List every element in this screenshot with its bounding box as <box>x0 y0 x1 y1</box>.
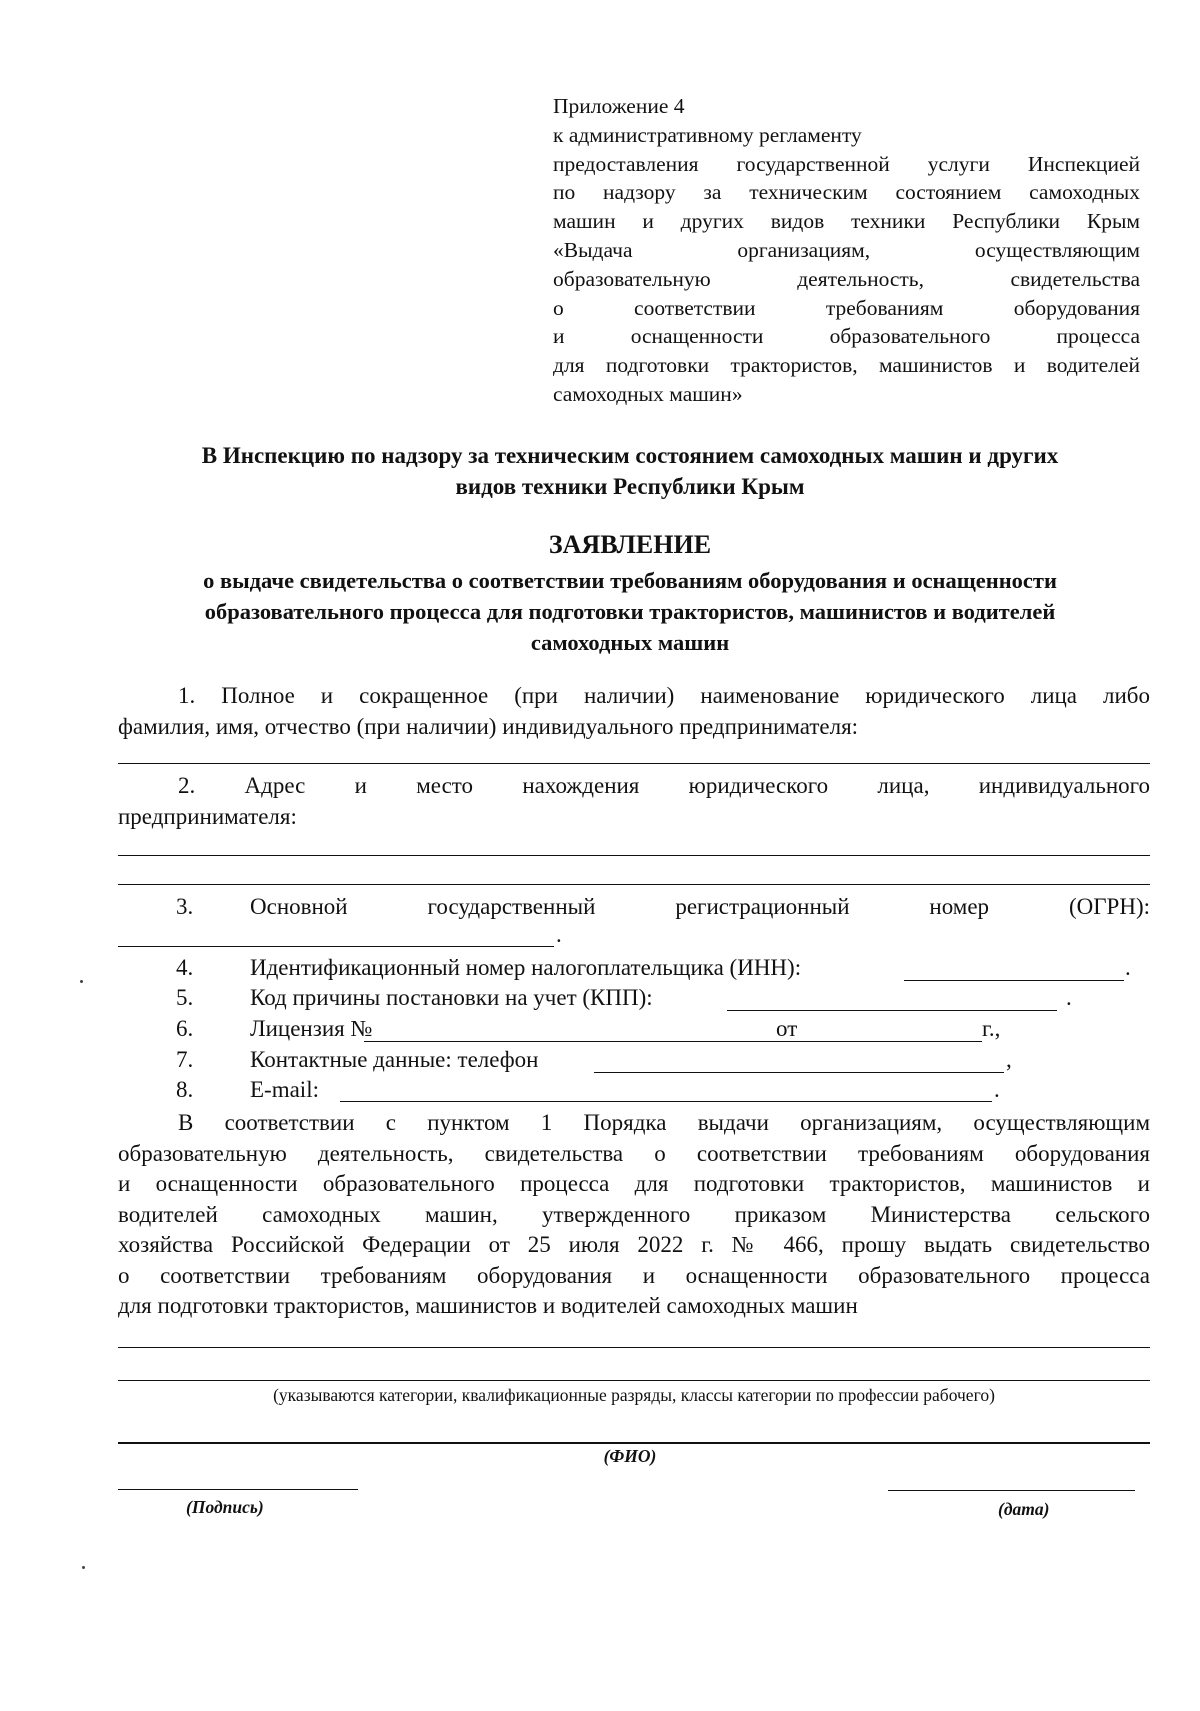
appendix-line: о соответствии требованиям оборудования <box>553 295 1140 320</box>
appendix-line: самоходных машин» <box>553 381 743 406</box>
item-5-label: Код причины постановки на учет (КПП): <box>250 985 653 1010</box>
item-5 <box>176 985 653 1011</box>
subtitle-line-2: образовательного процесса для подготовки трактористов, машинистов и водителей <box>204 599 1056 624</box>
item-4-label: Идентификационный номер налогоплательщика (ИНН): <box>250 955 802 980</box>
categories-fill-line-2[interactable] <box>118 1380 1150 1381</box>
document-subtitle <box>100 565 1160 658</box>
kpp-fill-line[interactable] <box>727 1010 1057 1011</box>
item-5-number: 5. <box>176 985 194 1010</box>
item-4-period: . <box>1125 955 1131 980</box>
categories-fill-line-1[interactable] <box>118 1347 1150 1348</box>
item-8-number: 8. <box>176 1077 194 1102</box>
item-3-period: . <box>556 922 562 947</box>
appendix-line: к административному регламенту <box>553 122 862 147</box>
request-line: В соответствии с пунктом 1 Порядка выдачи организациям, осуществляющим <box>178 1110 1150 1135</box>
appendix-block <box>553 92 1140 409</box>
appendix-line: машин и других видов техники Республики Крым <box>553 209 1140 234</box>
item-6 <box>176 1016 372 1042</box>
appendix-line: по надзору за техническим состоянием самоходных <box>553 180 1140 205</box>
item-7-comma: , <box>1006 1047 1012 1072</box>
addressee <box>110 440 1150 502</box>
item-8-period: . <box>994 1077 1000 1102</box>
item-1-fill-line <box>118 763 1150 764</box>
request-line: для подготовки трактористов, машинистов и водителей самоходных машин <box>118 1293 858 1318</box>
item-6-number: 6. <box>176 1016 194 1041</box>
appendix-line: предоставления государственной услуги Инспекцией <box>553 151 1140 176</box>
document-title: ЗАЯВЛЕНИЕ <box>548 530 712 559</box>
item-4-number: 4. <box>176 955 194 980</box>
email-fill-line[interactable] <box>340 1101 992 1102</box>
request-line: хозяйства Российской Федерации от 25 июля 2022 г. № 466, прошу выдать свидетельство <box>118 1232 1150 1257</box>
item-2-fill-line-2 <box>118 884 1150 885</box>
request-line: образовательную деятельность, свидетельства о соответствии требованиям оборудования <box>118 1140 1150 1166</box>
addressee-line-2: видов техники Республики Крым <box>455 474 805 499</box>
item-3-fill-line <box>118 946 554 947</box>
item-6-from: от <box>776 1016 798 1041</box>
date-fill-line[interactable] <box>888 1490 1135 1491</box>
fio-caption: (ФИО) <box>603 1446 657 1466</box>
date-caption: (дата) <box>998 1499 1050 1519</box>
item-3-label: Основной государственный регистрационный номер (ОГРН): <box>250 894 1150 919</box>
item-1-line-1: 1. Полное и сокращенное (при наличии) наименование юридического лица либо <box>178 683 1150 708</box>
inn-fill-line[interactable] <box>904 980 1124 981</box>
signature-caption: (Подпись) <box>186 1497 264 1517</box>
item-8-label: E-mail: <box>250 1077 319 1102</box>
request-line: о соответствии требованиям оборудования и оснащенности образовательного процесса <box>118 1262 1150 1288</box>
request-line: водителей самоходных машин, утвержденного приказом Министерства сельского <box>118 1201 1150 1227</box>
item-7-number: 7. <box>176 1047 194 1072</box>
request-line: и оснащенности образовательного процесса для подготовки трактористов, машинистов и <box>118 1171 1150 1196</box>
appendix-line: образовательную деятельность, свидетельства <box>553 266 1140 291</box>
item-6-label: Лицензия № <box>250 1016 373 1041</box>
addressee-line-1: В Инспекцию по надзору за техническим состоянием самоходных машин и других <box>201 443 1059 468</box>
item-4 <box>176 955 801 981</box>
item-2-line-2: предпринимателя: <box>118 804 297 829</box>
appendix-line: Приложение 4 <box>553 94 685 118</box>
item-2 <box>118 770 1150 832</box>
license-fill-line[interactable] <box>364 1041 982 1042</box>
item-3 <box>176 894 1150 920</box>
appendix-line: и оснащенности образовательного процесса <box>553 324 1140 349</box>
appendix-line: для подготовки трактористов, машинистов и водителей <box>553 353 1140 378</box>
fio-fill-line[interactable] <box>118 1442 1150 1444</box>
scan-speck <box>80 980 83 983</box>
item-7-label: Контактные данные: телефон <box>250 1047 539 1072</box>
signature-fill-line[interactable] <box>118 1489 358 1490</box>
item-2-fill-line-1 <box>118 855 1150 856</box>
phone-fill-line[interactable] <box>594 1072 1004 1073</box>
item-5-period: . <box>1066 985 1072 1010</box>
item-7 <box>176 1047 538 1073</box>
subtitle-line-1: о выдаче свидетельства о соответствии требованиям оборудования и оснащенности <box>203 568 1057 593</box>
subtitle-line-3: самоходных машин <box>530 630 730 655</box>
item-6-year: г., <box>982 1016 1001 1041</box>
request-paragraph <box>118 1108 1150 1322</box>
scan-speck <box>82 1566 85 1569</box>
item-3-number: 3. <box>176 894 194 919</box>
item-1-line-2: фамилия, имя, отчество (при наличии) индивидуального предпринимателя: <box>118 714 859 739</box>
appendix-line: «Выдача организациям, осуществляющим <box>553 237 1140 262</box>
item-8 <box>176 1077 319 1103</box>
item-2-line-1: 2. Адрес и место нахождения юридического лица, индивидуального <box>178 773 1150 798</box>
item-1 <box>118 680 1150 742</box>
categories-caption: (указываются категории, квалификационные разряды, классы категории по профессии рабочего) <box>273 1385 995 1405</box>
